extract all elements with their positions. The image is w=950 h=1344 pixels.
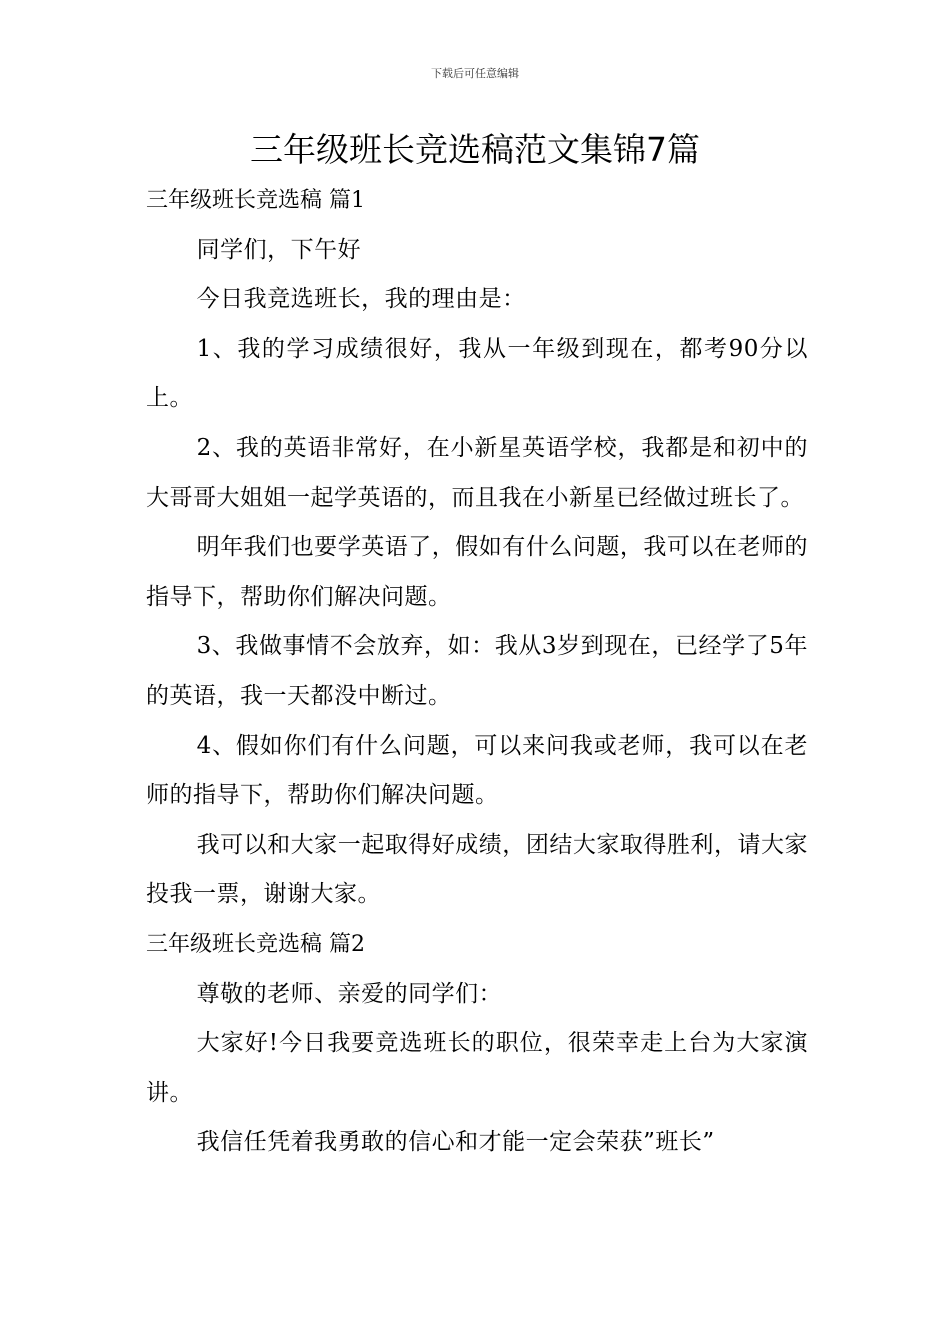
paragraph: 同学们，下午好 — [196, 236, 362, 263]
section-heading: 三年级班长竞选稿 篇2 — [146, 931, 365, 957]
paragraph: 2、我的英语非常好，在小新星英语学校，我都是和初中的大哥哥大姐姐一起学英语的，而且我在小新星已经做过班长了。 — [146, 434, 808, 511]
paragraph: 3、我做事情不会放弃，如：我从3岁到现在，已经学了5年的英语，我一天都没中断过。 — [146, 633, 808, 709]
paragraph: 尊敬的老师、亲爱的同学们： — [196, 980, 503, 1007]
section-1 — [146, 176, 808, 920]
document-body — [146, 176, 808, 1168]
paragraph: 4、假如你们有什么问题，可以来问我或老师，我可以在老师的指导下，帮助你们解决问题。 — [146, 732, 808, 809]
paragraph: 今日我竞选班长，我的理由是： — [196, 286, 526, 313]
paragraph: 1、我的学习成绩很好，我从一年级到现在，都考90分以上。 — [146, 335, 808, 412]
paragraph: 大家好!今日我要竞选班长的职位，很荣幸走上台为大家演讲。 — [146, 1030, 808, 1106]
header-note: 下载后可任意编辑 — [431, 67, 519, 80]
section-heading: 三年级班长竞选稿 篇1 — [146, 188, 365, 213]
paragraph: 明年我们也要学英语了，假如有什么问题，我可以在老师的指导下，帮助你们解决问题。 — [146, 534, 808, 610]
paragraph: 我可以和大家一起取得好成绩，团结大家取得胜利，请大家投我一票，谢谢大家。 — [146, 831, 808, 908]
document-title: 三年级班长竞选稿范文集锦7篇 — [250, 130, 700, 169]
section-2 — [146, 920, 808, 1168]
paragraph: 我信任凭着我勇敢的信心和才能一定会荣获”班长” — [196, 1129, 715, 1156]
